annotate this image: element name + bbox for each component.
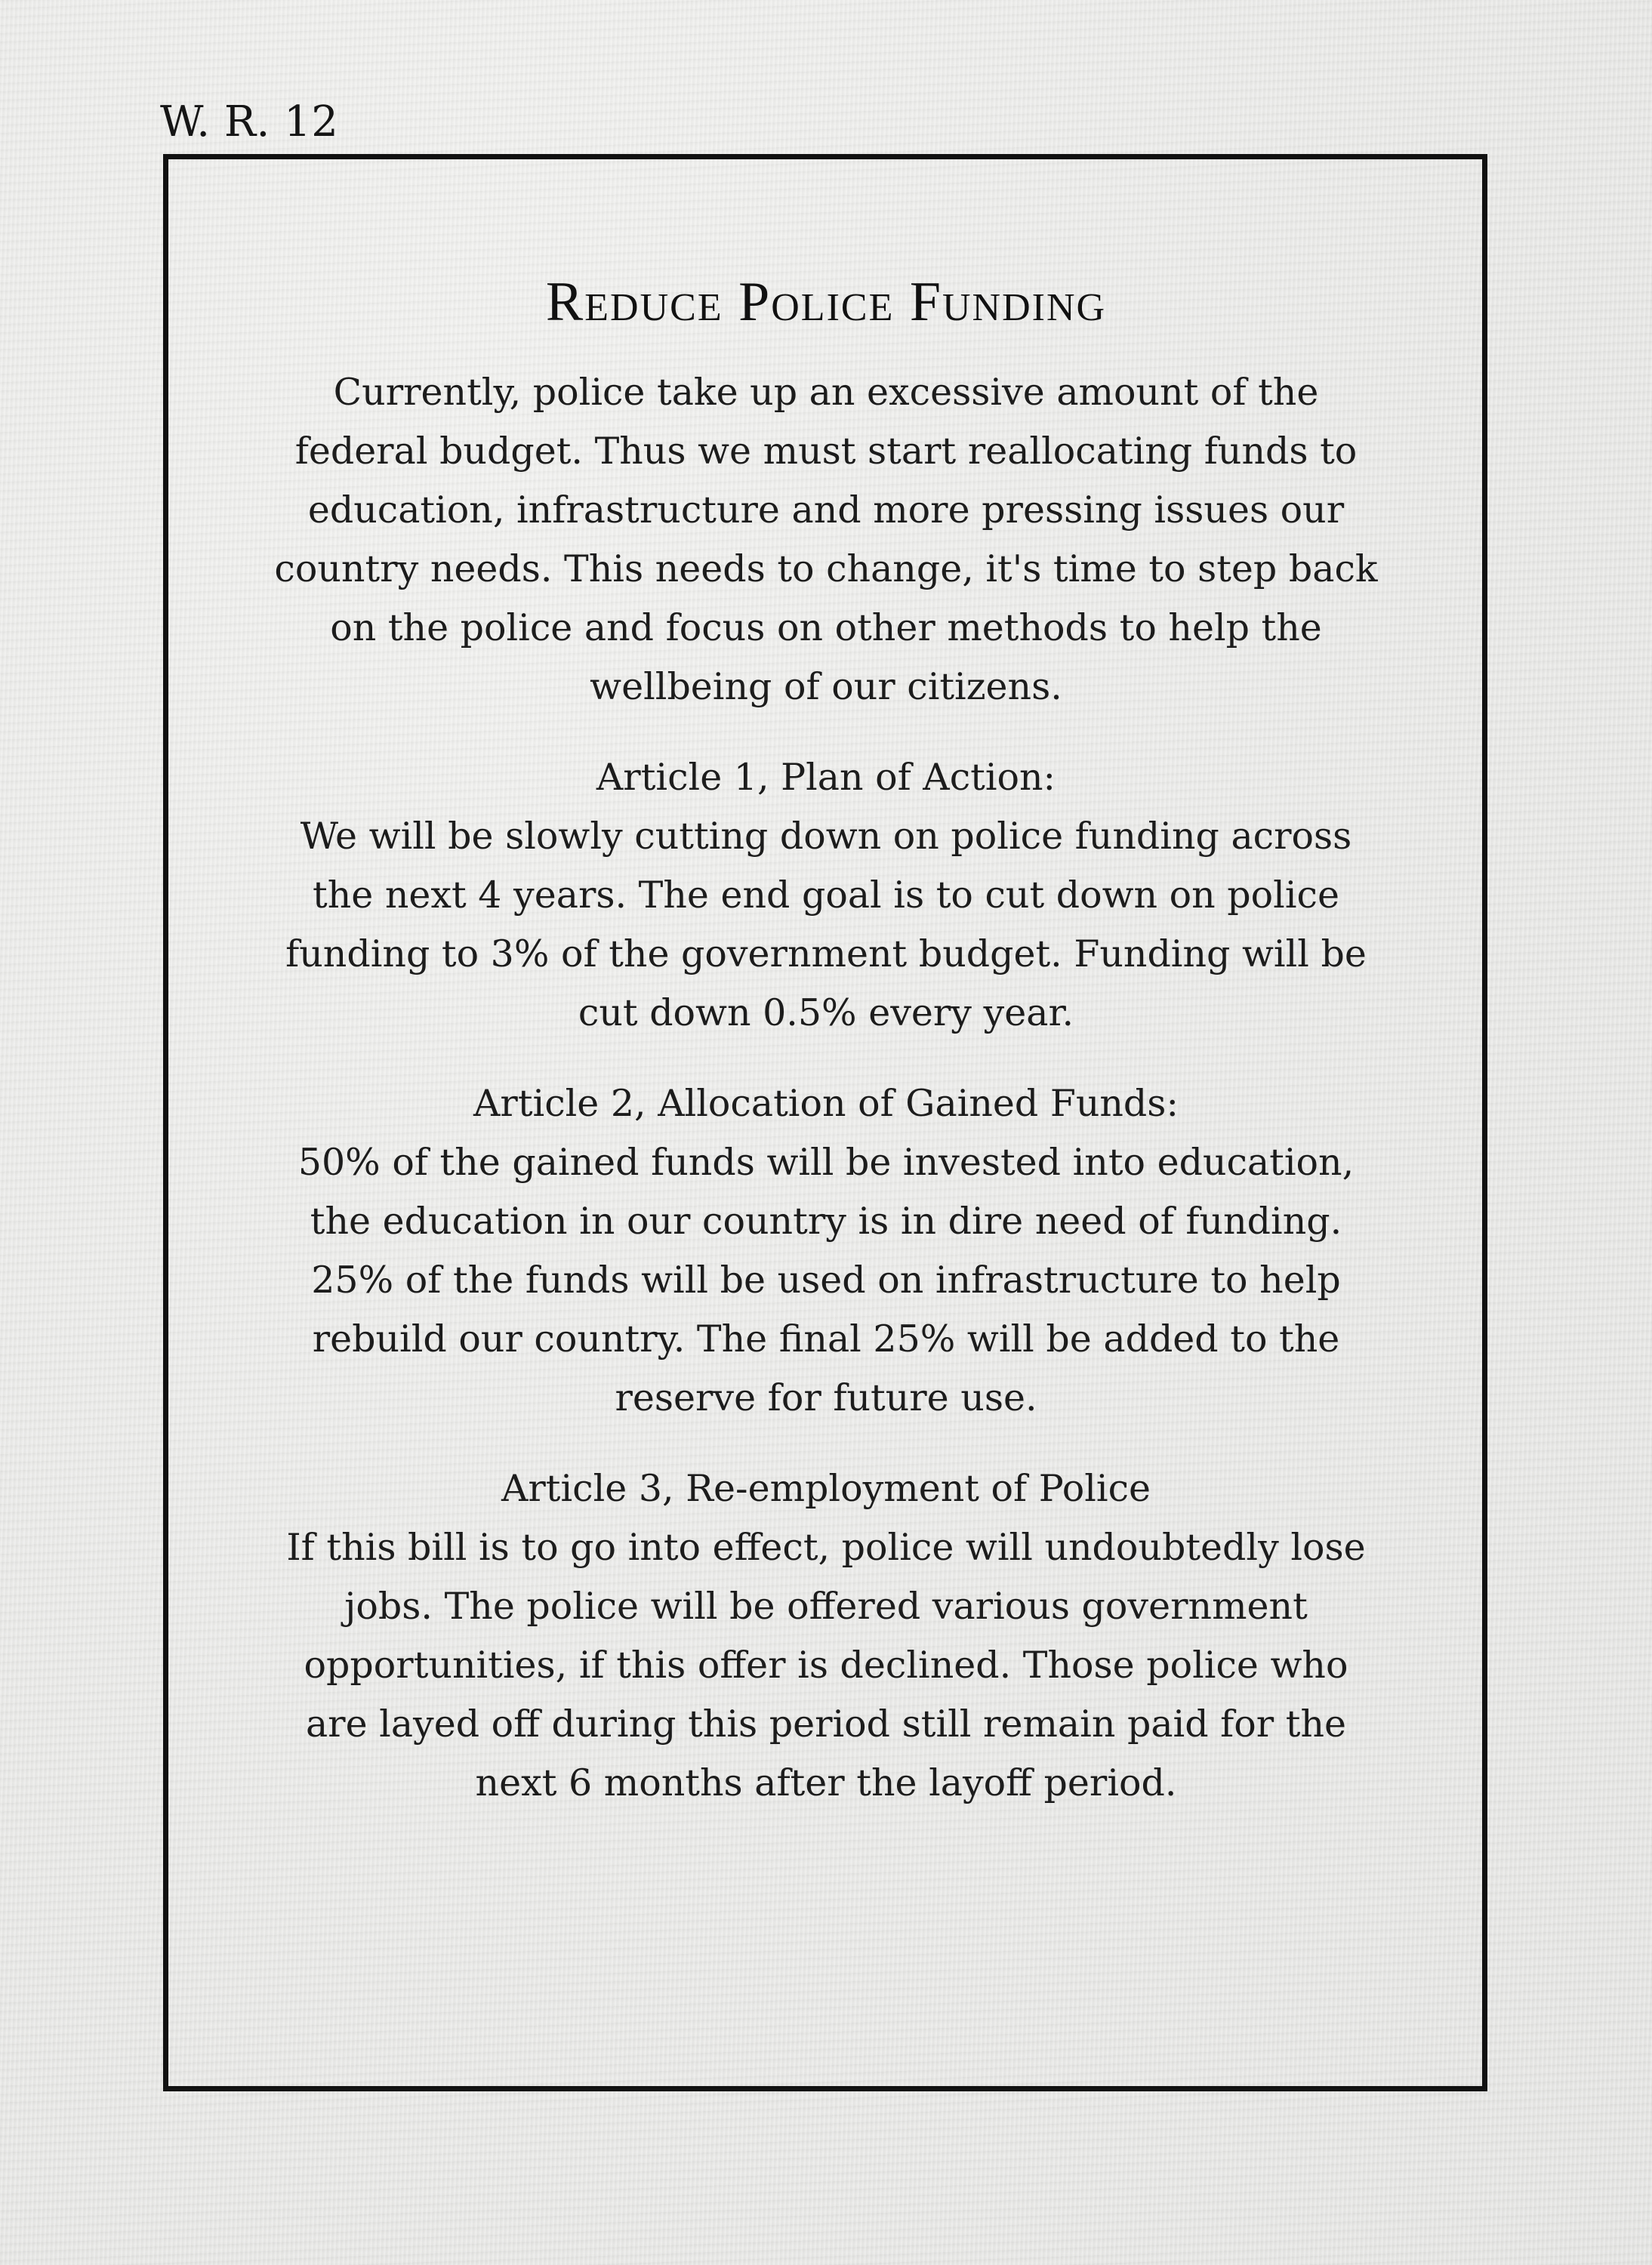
article-1-body: We will be slowly cutting down on police funding across the next 4 years. The end goal is to cut down on police funding to 3% of the government budget. Funding will be cut down 0.5% every year.	[285, 815, 1367, 1035]
intro-paragraph: Currently, police take up an excessive amount of the federal budget. Thus we must start reallocating funds to education, infrastructure and more pressing issues our country needs. This needs to change, it's time to step back on the police and focus on other methods to help the wellbeing of our citizens.	[274, 371, 1378, 709]
article-2-body: 50% of the gained funds will be invested into education, the education in our country is in dire need of funding. 25% of the funds will be used on infrastructure to help rebuild our country. The final 25% will be added to the reserve for future use.	[297, 1141, 1355, 1420]
document-title: Reduce Police Funding	[545, 271, 1107, 333]
article-2-heading: Article 2, Allocation of Gained Funds:	[473, 1082, 1179, 1126]
document-number: W. R. 12	[160, 97, 339, 146]
article-3	[272, 1459, 1380, 1813]
article-2	[272, 1074, 1380, 1428]
article-3-body: If this bill is to go into effect, police will undoubtedly lose jobs. The police will be offered various government opportunities, if this offer is declined. Those police who are layed off during this period still remain paid for the next 6 months after the layoff period.	[286, 1526, 1366, 1805]
article-1-heading: Article 1, Plan of Action:	[596, 756, 1056, 800]
document-content	[272, 272, 1380, 1844]
article-1	[272, 748, 1380, 1043]
article-3-heading: Article 3, Re-employment of Police	[501, 1467, 1151, 1511]
